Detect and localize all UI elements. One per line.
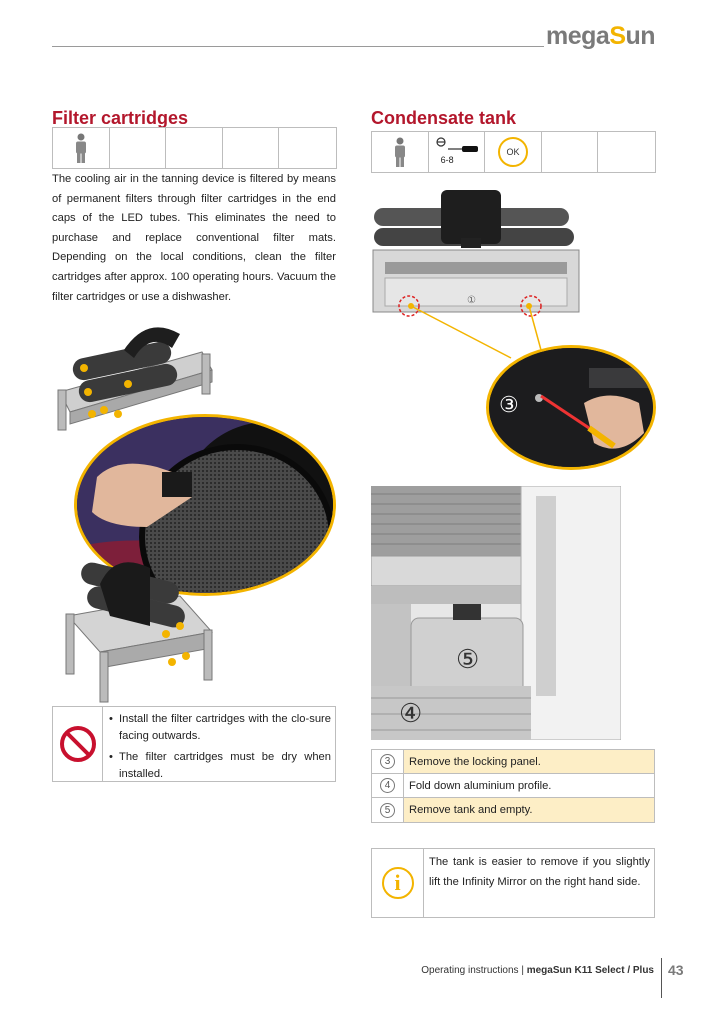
empty-cell	[598, 132, 655, 172]
condensate-requirements-table	[371, 131, 656, 173]
callout-marker-3: ③	[499, 392, 519, 417]
filter-requirements-table	[52, 127, 337, 169]
empty-cell	[542, 132, 599, 172]
ok-icon: OK	[498, 137, 528, 167]
step-row	[372, 774, 654, 798]
condensate-device-illustration	[371, 188, 581, 318]
step-text: Remove the locking panel.	[404, 750, 654, 773]
filter-body-text: The cooling air in the tanning device is filtered by means of permanent filters through filter cartridges in the end caps of the LED tubes. This eliminates the need to purchase and replace conventional filter mats. Depending on the local conditions, clean the filter cartridges after approx. 100 operating hours. Vacuum the filter cartridges or use a dishwasher.	[52, 173, 336, 303]
device-illustration-bottom	[60, 556, 220, 706]
footer-divider	[661, 958, 662, 998]
info-box	[371, 848, 655, 918]
callout-marker-4: ④	[399, 698, 423, 728]
locking-panel-closeup-photo	[486, 345, 656, 470]
ok-cell	[485, 132, 542, 172]
header-rule	[52, 46, 544, 47]
warning-box	[52, 706, 336, 782]
filter-section-title: Filter cartridges	[52, 108, 189, 128]
step-number: 3	[380, 754, 395, 769]
warning-icon-cell	[53, 707, 103, 781]
footer-text: Operating instructions | megaSun K11 Select / Plus	[421, 965, 654, 976]
steps-table	[371, 749, 655, 823]
page-number: 43	[668, 962, 684, 978]
screwdriver-cell	[429, 132, 486, 172]
person-icon	[74, 133, 88, 163]
tool-size-label: 6-8	[440, 155, 454, 165]
empty-cell	[166, 128, 223, 168]
step-row	[372, 798, 654, 822]
empty-cell	[223, 128, 280, 168]
step-number: 4	[380, 778, 395, 793]
info-text: The tank is easier to remove if you slightly lift the Infinity Mirror on the right hand side.	[429, 856, 650, 888]
step-text: Remove tank and empty.	[404, 798, 654, 822]
step-number: 5	[380, 803, 395, 818]
condensate-tank-photo	[371, 486, 621, 740]
callout-marker-1: ①	[467, 295, 476, 306]
step-row	[372, 750, 654, 774]
condensate-section-title: Condensate tank	[371, 108, 517, 128]
empty-cell	[279, 128, 336, 168]
warning-list	[103, 707, 335, 781]
screwdriver-icon	[436, 137, 480, 157]
no-entry-icon	[59, 725, 97, 763]
person-cell	[53, 128, 110, 168]
brand-logo: megaSun	[546, 22, 656, 50]
person-icon	[393, 137, 407, 167]
warning-item: • The filter cartridges must be dry when installed.	[109, 751, 331, 780]
info-icon: i	[382, 867, 414, 899]
callout-marker-5: ⑤	[456, 644, 480, 674]
person-cell	[372, 132, 429, 172]
step-text: Fold down aluminium profile.	[409, 779, 552, 792]
warning-item: • Install the filter cartridges with the clo-sure facing outwards.	[109, 713, 331, 742]
empty-cell	[110, 128, 167, 168]
info-icon-cell	[372, 849, 424, 917]
